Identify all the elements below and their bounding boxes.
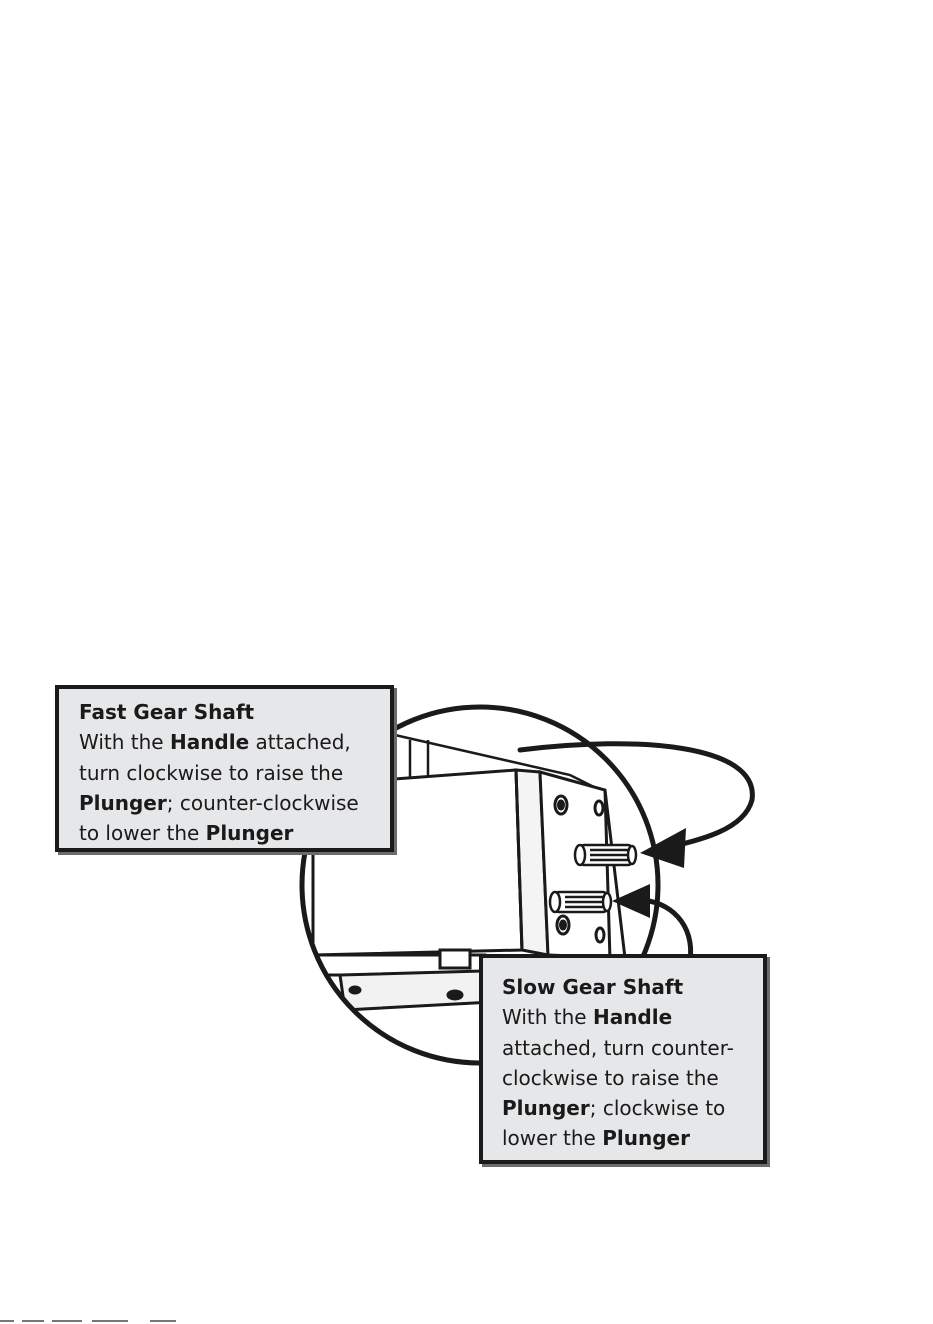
text-segment: attached, turn counter- xyxy=(502,1035,734,1060)
fast-gear-shaft-line xyxy=(79,788,390,818)
slow-gear-shaft-title: Slow Gear Shaft xyxy=(502,975,684,999)
fast-shaft xyxy=(575,845,636,865)
slow-shaft xyxy=(550,892,611,912)
bold-term: Plunger xyxy=(602,1126,690,1151)
bold-term: Handle xyxy=(592,1005,673,1030)
text-segment: to lower the xyxy=(79,821,206,846)
slow-gear-shaft-line xyxy=(502,1002,763,1032)
bold-term: Plunger xyxy=(79,790,167,815)
fast-gear-shaft-line xyxy=(79,818,390,848)
text-segment: With the xyxy=(79,730,170,755)
fast-gear-shaft-description xyxy=(79,727,390,848)
bold-term: Plunger xyxy=(205,821,294,846)
bold-term: Handle xyxy=(169,730,250,755)
fast-gear-shaft-line xyxy=(79,727,390,757)
slow-gear-shaft-line xyxy=(502,1063,763,1093)
page-footer-marks xyxy=(0,1318,933,1324)
text-segment: With the xyxy=(502,1005,593,1030)
text-segment: attached, xyxy=(249,730,351,755)
text-segment: turn clockwise to raise the xyxy=(79,760,344,785)
fast-gear-shaft-title: Fast Gear Shaft xyxy=(79,700,255,724)
slow-gear-shaft-callout xyxy=(479,954,767,1164)
fast-gear-shaft-callout xyxy=(55,685,394,852)
slow-gear-shaft-line xyxy=(502,1123,763,1153)
text-segment: ; counter-clockwise xyxy=(166,790,359,815)
text-segment: lower the xyxy=(502,1126,603,1151)
slow-gear-shaft-line xyxy=(502,1033,763,1063)
slow-gear-shaft-line xyxy=(502,1093,763,1123)
fast-gear-shaft-line xyxy=(79,758,390,788)
text-segment: ; clockwise to xyxy=(589,1096,726,1121)
text-segment: clockwise to raise the xyxy=(502,1065,719,1090)
bold-term: Plunger xyxy=(502,1096,590,1121)
slow-gear-shaft-description xyxy=(502,1002,763,1153)
